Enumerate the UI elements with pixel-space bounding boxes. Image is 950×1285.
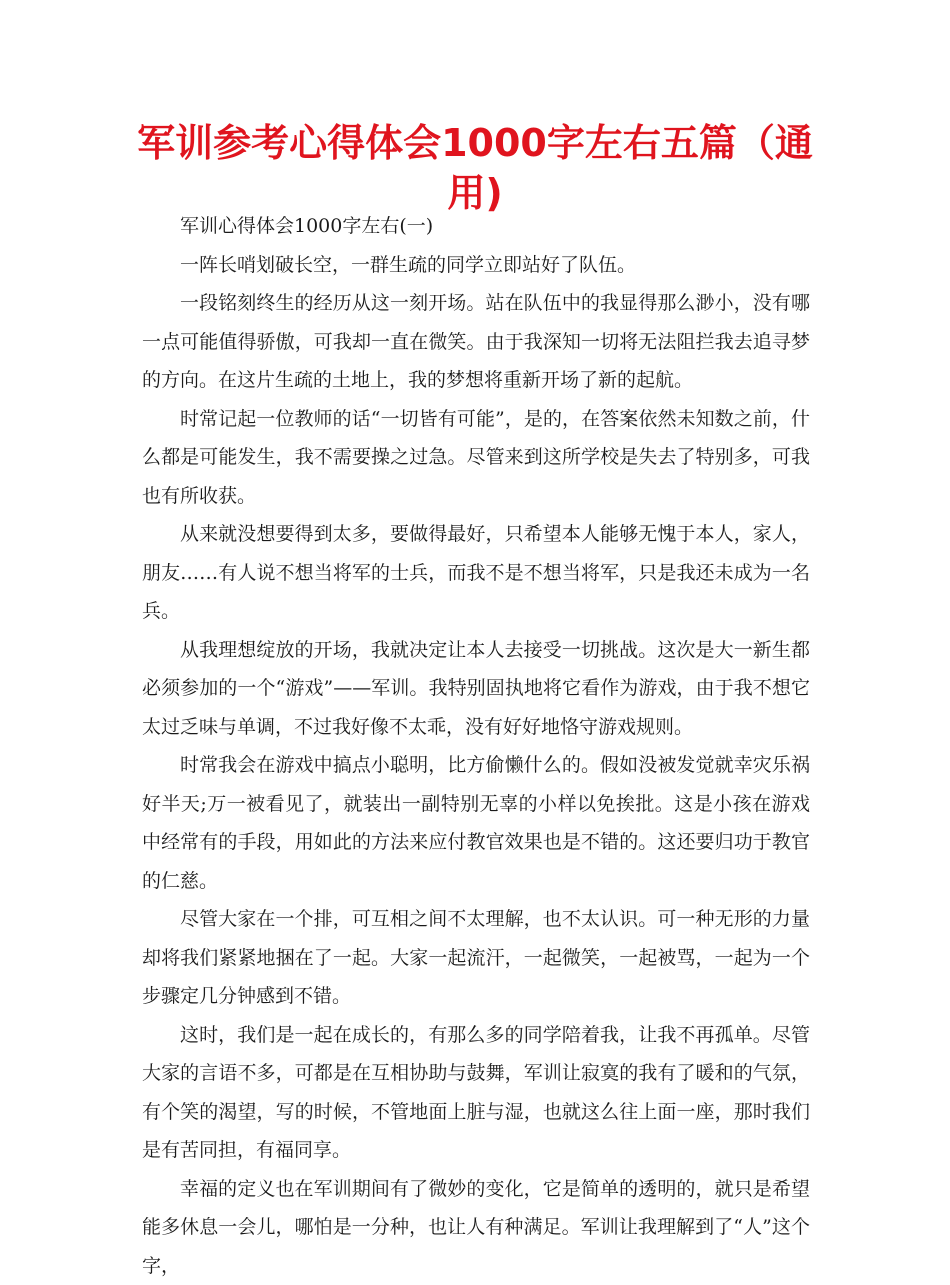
paragraph: 一段铭刻终生的经历从这一刻开场。站在队伍中的我显得那么渺小，没有哪一点可能值得骄傲，可我却一直在微笑。由于我深知一切将无法阻拦我去追寻梦的方向。在这片生疏的土地上，我的梦想将重新开场了新的起航。 [142, 284, 810, 400]
paragraph: 这时，我们是一起在成长的，有那么多的同学陪着我，让我不再孤单。尽管大家的言语不多，可都是在互相协助与鼓舞，军训让寂寞的我有了暖和的气氛，有个笑的渴望，写的时候，不管地面上脏与湿，也就这么往上面一座，那时我们是有苦同担，有福同享。 [142, 1016, 810, 1170]
document-title: 军训参考心得体会1000字左右五篇（通用) [130, 118, 820, 218]
paragraph: 一阵长哨划破长空，一群生疏的同学立即站好了队伍。 [142, 246, 810, 285]
paragraph: 时常我会在游戏中搞点小聪明，比方偷懒什么的。假如没被发觉就幸灾乐祸好半天;万一被看见了，就装出一副特别无辜的小样以免挨批。这是小孩在游戏中经常有的手段，用如此的方法来应付教官效果也是不错的。这还要归功于教官的仁慈。 [142, 746, 810, 900]
paragraph: 从我理想绽放的开场，我就决定让本人去接受一切挑战。这次是大一新生都必须参加的一个“游戏”——军训。我特别固执地将它看作为游戏，由于我不想它太过乏味与单调，不过我好像不太乖，没有好好地恪守游戏规则。 [142, 631, 810, 747]
document-body [142, 207, 810, 1285]
paragraph: 幸福的定义也在军训期间有了微妙的变化，它是简单的透明的，就只是希望能多休息一会儿，哪怕是一分种，也让人有种满足。军训让我理解到了“人”这个字， [142, 1170, 810, 1285]
paragraph: 尽管大家在一个排，可互相之间不太理解，也不太认识。可一种无形的力量却将我们紧紧地捆在了一起。大家一起流汗，一起微笑，一起被骂，一起为一个步骤定几分钟感到不错。 [142, 900, 810, 1016]
paragraph: 从来就没想要得到太多，要做得最好，只希望本人能够无愧于本人，家人，朋友……有人说不想当将军的士兵，而我不是不想当将军，只是我还未成为一名兵。 [142, 515, 810, 631]
paragraph: 时常记起一位教师的话“一切皆有可能”，是的，在答案依然未知数之前，什么都是可能发生，我不需要操之过急。尽管来到这所学校是失去了特别多，可我也有所收获。 [142, 400, 810, 516]
paragraph-subtitle: 军训心得体会1000字左右(一) [142, 207, 810, 246]
